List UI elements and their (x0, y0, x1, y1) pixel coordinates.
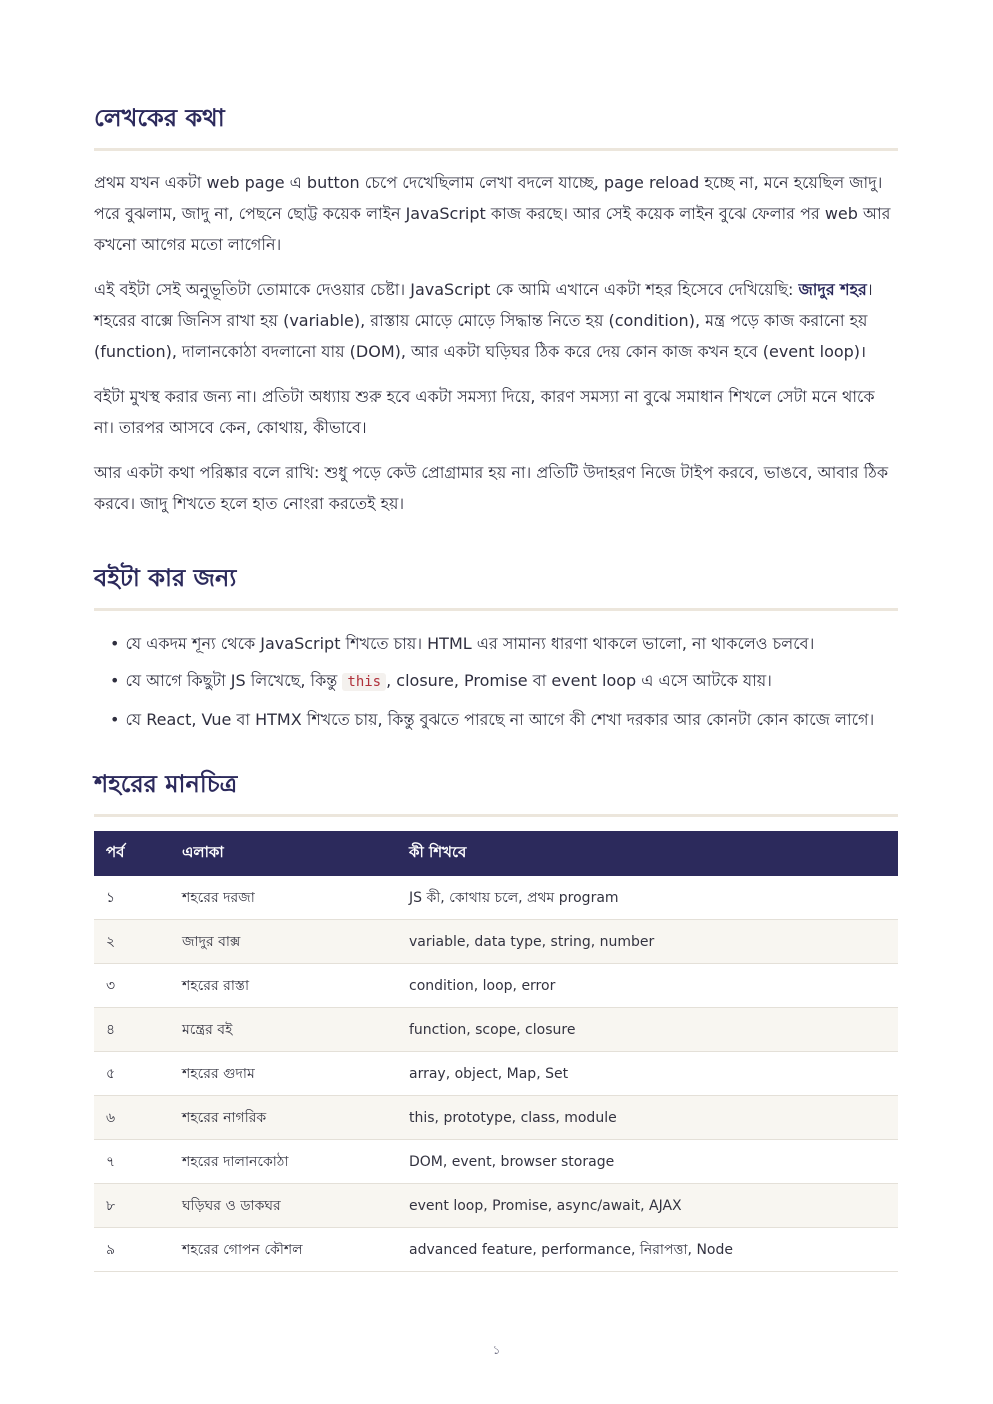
table-row (94, 1052, 898, 1096)
paragraph: আর একটা কথা পরিষ্কার বলে রাখি: শুধু পড়ে কেউ প্রোগ্রামার হয় না। প্রতিটি উদাহরণ নিজে টাইপ করবে, ভাঙবে, আবার ঠিক করবে। জাদু শিখতে হলে হাত নোংরা করতেই হয়। (94, 463, 889, 513)
table-row (94, 1008, 898, 1052)
cell-part: ৬ (94, 1096, 170, 1140)
cell-topics: DOM, event, browser storage (397, 1140, 898, 1184)
cell-area: ঘড়িঘর ও ডাকঘর (170, 1184, 397, 1228)
column-header: পর্ব (94, 831, 170, 876)
cell-topics: function, scope, closure (397, 1008, 898, 1052)
cell-area: শহরের দরজা (170, 876, 397, 920)
cell-area: শহরের গোপন কৌশল (170, 1228, 397, 1272)
list-item-text: , closure, Promise বা event loop এ এসে আটকে যায়। (386, 671, 772, 690)
section-heading: বইটা কার জন্য (94, 560, 898, 611)
paragraph (94, 274, 898, 367)
cell-topics: this, prototype, class, module (397, 1096, 898, 1140)
cell-topics: variable, data type, string, number (397, 920, 898, 964)
list-item (110, 701, 898, 738)
cell-area: শহরের রাস্তা (170, 964, 397, 1008)
audience-list (94, 625, 898, 738)
cell-topics: JS কী, কোথায় চলে, প্রথম program (397, 876, 898, 920)
bullet: • (110, 671, 120, 690)
table-row (94, 1228, 898, 1272)
cell-part: ৭ (94, 1140, 170, 1184)
bullet: • (110, 710, 120, 729)
cell-topics: array, object, Map, Set (397, 1052, 898, 1096)
section-audience (94, 560, 898, 738)
section-heading: লেখকের কথা (94, 100, 898, 151)
paragraph-text: এই বইটা সেই অনুভূতিটা তোমাকে দেওয়ার চেষ্টা। JavaScript কে আমি এখানে একটা শহর হিসেবে দেখিয়েছি: (94, 280, 799, 299)
bold-phrase: জাদুর শহর (798, 280, 867, 299)
section-author-note (94, 100, 898, 533)
section-heading: শহরের মানচিত্র (94, 766, 898, 817)
section-city-map (94, 766, 898, 1272)
cell-part: ৯ (94, 1228, 170, 1272)
table-row (94, 1096, 898, 1140)
table-row (94, 1140, 898, 1184)
cell-topics: advanced feature, performance, নিরাপত্তা, Node (397, 1228, 898, 1272)
list-item-text: যে একদম শূন্য থেকে JavaScript শিখতে চায়। HTML এর সামান্য ধারণা থাকলে ভালো, না থাকলেও চলবে। (125, 634, 815, 653)
paragraph-text: । শহরের বাক্সে জিনিস রাখা হয় (variable), রাস্তায় মোড়ে মোড়ে সিদ্ধান্ত নিতে হয় (condition), মন্ত্র পড়ে কাজ করানো হয় (function), দালানকোঠা বদলানো যায় (DOM), আর একটা ঘড়িঘর ঠিক করে দেয় কোন কাজ কখন হবে (event loop)। (94, 280, 873, 361)
table-row (94, 876, 898, 920)
cell-part: ৫ (94, 1052, 170, 1096)
inline-code: this (342, 673, 386, 691)
list-item (110, 662, 898, 701)
cell-part: ১ (94, 876, 170, 920)
cell-topics: condition, loop, error (397, 964, 898, 1008)
paragraph: প্রথম যখন একটা web page এ button চেপে দেখেছিলাম লেখা বদলে যাচ্ছে, page reload হচ্ছে না, মনে হয়েছিল জাদু। পরে বুঝলাম, জাদু না, পেছনে ছোট্ট কয়েক লাইন JavaScript কাজ করছে। আর সেই কয়েক লাইন বুঝে ফেলার পর web আর কখনো আগের মতো লাগেনি। (94, 173, 891, 254)
cell-area: শহরের দালানকোঠা (170, 1140, 397, 1184)
paragraph: বইটা মুখস্থ করার জন্য না। প্রতিটা অধ্যায় শুরু হবে একটা সমস্যা দিয়ে, কারণ সমস্যা না বুঝে সমাধান শিখলে সেটা মনে থাকে না। তারপর আসবে কেন, কোথায়, কীভাবে। (94, 387, 875, 437)
table-row (94, 964, 898, 1008)
column-header: এলাকা (170, 831, 397, 876)
cell-part: ৮ (94, 1184, 170, 1228)
cell-part: ২ (94, 920, 170, 964)
chapters-table (94, 831, 898, 1272)
cell-area: মন্ত্রের বই (170, 1008, 397, 1052)
cell-part: ৪ (94, 1008, 170, 1052)
cell-topics: event loop, Promise, async/await, AJAX (397, 1184, 898, 1228)
list-item-text: যে React, Vue বা HTMX শিখতে চায়, কিন্তু বুঝতে পারছে না আগে কী শেখা দরকার আর কোনটা কোন কাজে লাগে। (125, 710, 875, 729)
table-row (94, 920, 898, 964)
cell-area: শহরের নাগরিক (170, 1096, 397, 1140)
list-item (110, 625, 898, 662)
table-header-row (94, 831, 898, 876)
table-row (94, 1184, 898, 1228)
column-header: কী শিখবে (397, 831, 898, 876)
page-number: ১ (492, 1343, 501, 1357)
cell-area: শহরের গুদাম (170, 1052, 397, 1096)
bullet: • (110, 634, 120, 653)
cell-part: ৩ (94, 964, 170, 1008)
cell-area: জাদুর বাক্স (170, 920, 397, 964)
list-item-text: যে আগে কিছুটা JS লিখেছে, কিন্তু (125, 671, 343, 690)
